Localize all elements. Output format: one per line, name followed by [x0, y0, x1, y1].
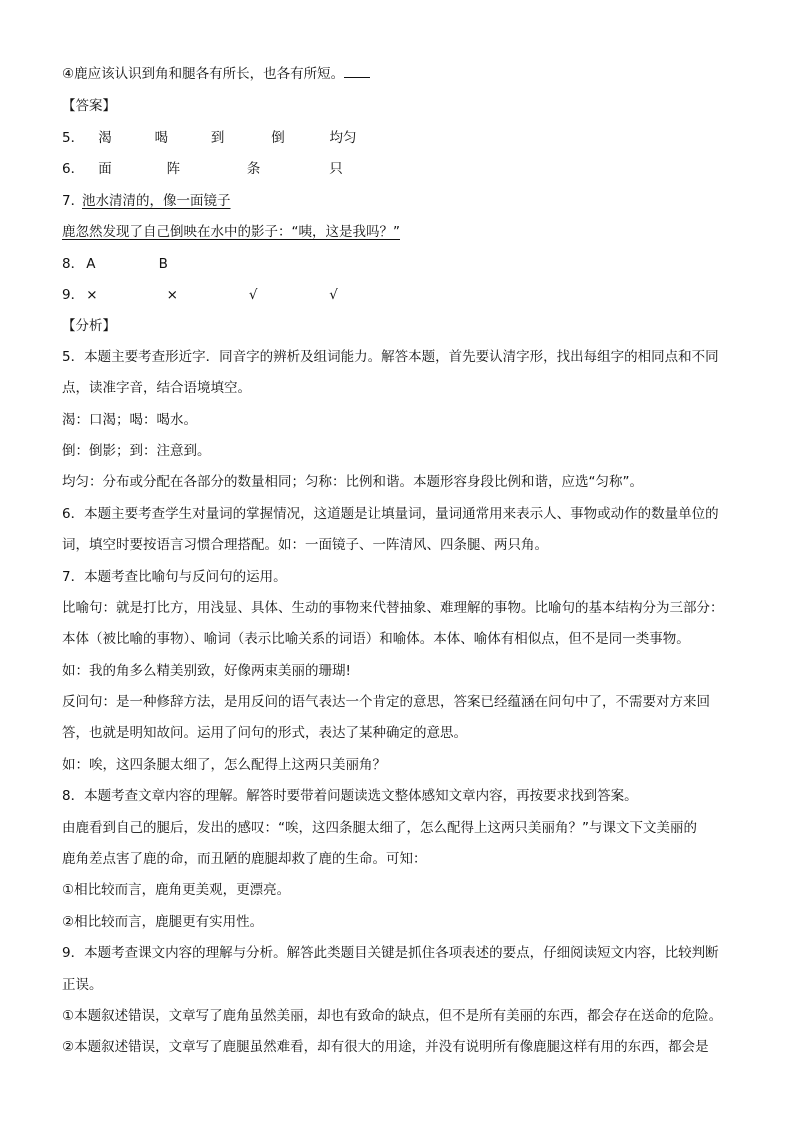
answer-6: [62, 159, 343, 179]
answer-7-line-2: 鹿忽然发现了自己倒映在水中的影子：“咦，这是我吗？”: [62, 224, 400, 240]
analysis-line: 答，也就是明知故问。运用了问句的形式，表达了某种确定的意思。: [62, 725, 467, 741]
answer-6-num: 6．: [62, 161, 85, 177]
answer-7-line-1: 池水清清的，像一面镜子: [82, 193, 231, 209]
answer-5-num: 5．: [62, 130, 85, 146]
answer-9-num: 9．: [62, 287, 85, 303]
answer-5-item: 喝: [154, 130, 169, 146]
analysis-line: 词，填空时要按语言习惯合理搭配。如：一面镜子、一阵清风、四条腿、两只角。: [62, 537, 548, 553]
analysis-line: 点，读准字音，结合语境填空。: [62, 380, 251, 396]
answer-5-item: 到: [210, 130, 225, 146]
answer-6-item: 面: [98, 161, 112, 177]
answer-6-item: 条: [246, 161, 261, 177]
answer-6-item: 只: [329, 161, 343, 177]
answer-7: [62, 191, 231, 211]
analysis-line: 倒：倒影；到：注意到。: [62, 443, 211, 459]
answer-8-item: A: [86, 256, 96, 272]
answer-8-item: B: [158, 256, 168, 272]
analysis-line: 渴：口渴；喝：喝水。: [62, 412, 197, 428]
answer-5-item: 倒: [271, 130, 285, 146]
analysis-line: 比喻句：就是打比方，用浅显、具体、生动的事物来代替抽象、难理解的事物。比喻句的基本结构分为三部分：: [62, 600, 724, 616]
answer-blank: [344, 65, 370, 78]
analysis-line: 6．本题主要考查学生对量词的掌握情况，这道题是让填量词，量词通常用来表示人、事物或动作的数量单位的: [62, 506, 719, 522]
answer-9-item: ×: [86, 287, 98, 303]
analysis-line: ①相比较而言，鹿角更美观，更漂亮。: [62, 882, 291, 898]
answer-5: [62, 128, 356, 148]
analysis-line: ①本题叙述错误，文章写了鹿角虽然美丽，却也有致命的缺点，但不是所有美丽的东西，都会存在送命的危险。: [62, 1008, 723, 1024]
analysis-line: 如：我的角多么精美别致，好像两束美丽的珊瑚!: [62, 663, 351, 679]
analysis-line: ②本题叙述错误，文章写了鹿腿虽然难看，却有很大的用途，并没有说明所有像鹿腿这样有用的东西，都会是: [62, 1039, 709, 1055]
analysis-line: 如：唉，这四条腿太细了，怎么配得上这两只美丽角？: [62, 757, 386, 773]
question-4-line: [62, 64, 370, 84]
analysis-line: 正误。: [62, 977, 103, 993]
answer-9-item: ×: [166, 287, 178, 303]
analysis-line: ②相比较而言，鹿腿更有实用性。: [62, 914, 264, 930]
analysis-line: 9．本题考查课文内容的理解与分析。解答此类题目关键是抓住各项表述的要点，仔细阅读短文内容，比较判断: [62, 945, 719, 961]
analysis-line: 本体（被比喻的事物）、喻词（表示比喻关系的词语）和喻体。本体、喻体有相似点，但不是同一类事物。: [62, 631, 690, 647]
analysis-line: 8．本题考查文章内容的理解。解答时要带着问题读选文整体感知文章内容，再按要求找到答案。: [62, 788, 638, 804]
analysis-line: 5．本题主要考查形近字．同音字的辨析及组词能力。解答本题，首先要认清字形，找出每组字的相同点和不同: [62, 349, 719, 365]
answer-9-item: √: [248, 287, 258, 303]
question-4-text: ④鹿应该认识到角和腿各有所长，也各有所短。: [62, 66, 345, 82]
answer-6-item: 阵: [166, 161, 181, 177]
answer-9-item: √: [329, 287, 338, 303]
answer-8: [62, 254, 168, 274]
answer-8-num: 8．: [62, 256, 85, 272]
answer-header: 【答案】: [62, 98, 116, 114]
analysis-line: 7．本题考查比喻句与反问句的运用。: [62, 569, 287, 585]
analysis-header: 【分析】: [62, 318, 116, 334]
answer-7-num: 7．: [62, 193, 85, 209]
answer-5-item: 渴: [98, 130, 112, 146]
analysis-line: 均匀：分布或分配在各部分的数量相同；匀称：比例和谐。本题形容身段比例和谐，应选“匀称”。: [62, 474, 643, 490]
answer-5-item: 均匀: [329, 130, 357, 146]
analysis-line: 反问句：是一种修辞方法，是用反问的语气表达一个肯定的意思，答案已经蕴涵在问句中了，不需要对方来回: [62, 694, 710, 710]
answer-9: [62, 285, 338, 305]
analysis-line: 鹿角差点害了鹿的命，而丑陋的鹿腿却救了鹿的生命。可知：: [62, 851, 427, 867]
analysis-line: 由鹿看到自己的腿后，发出的感叹：“唉，这四条腿太细了，怎么配得上这两只美丽角？”与课文下文美丽的: [62, 820, 697, 836]
